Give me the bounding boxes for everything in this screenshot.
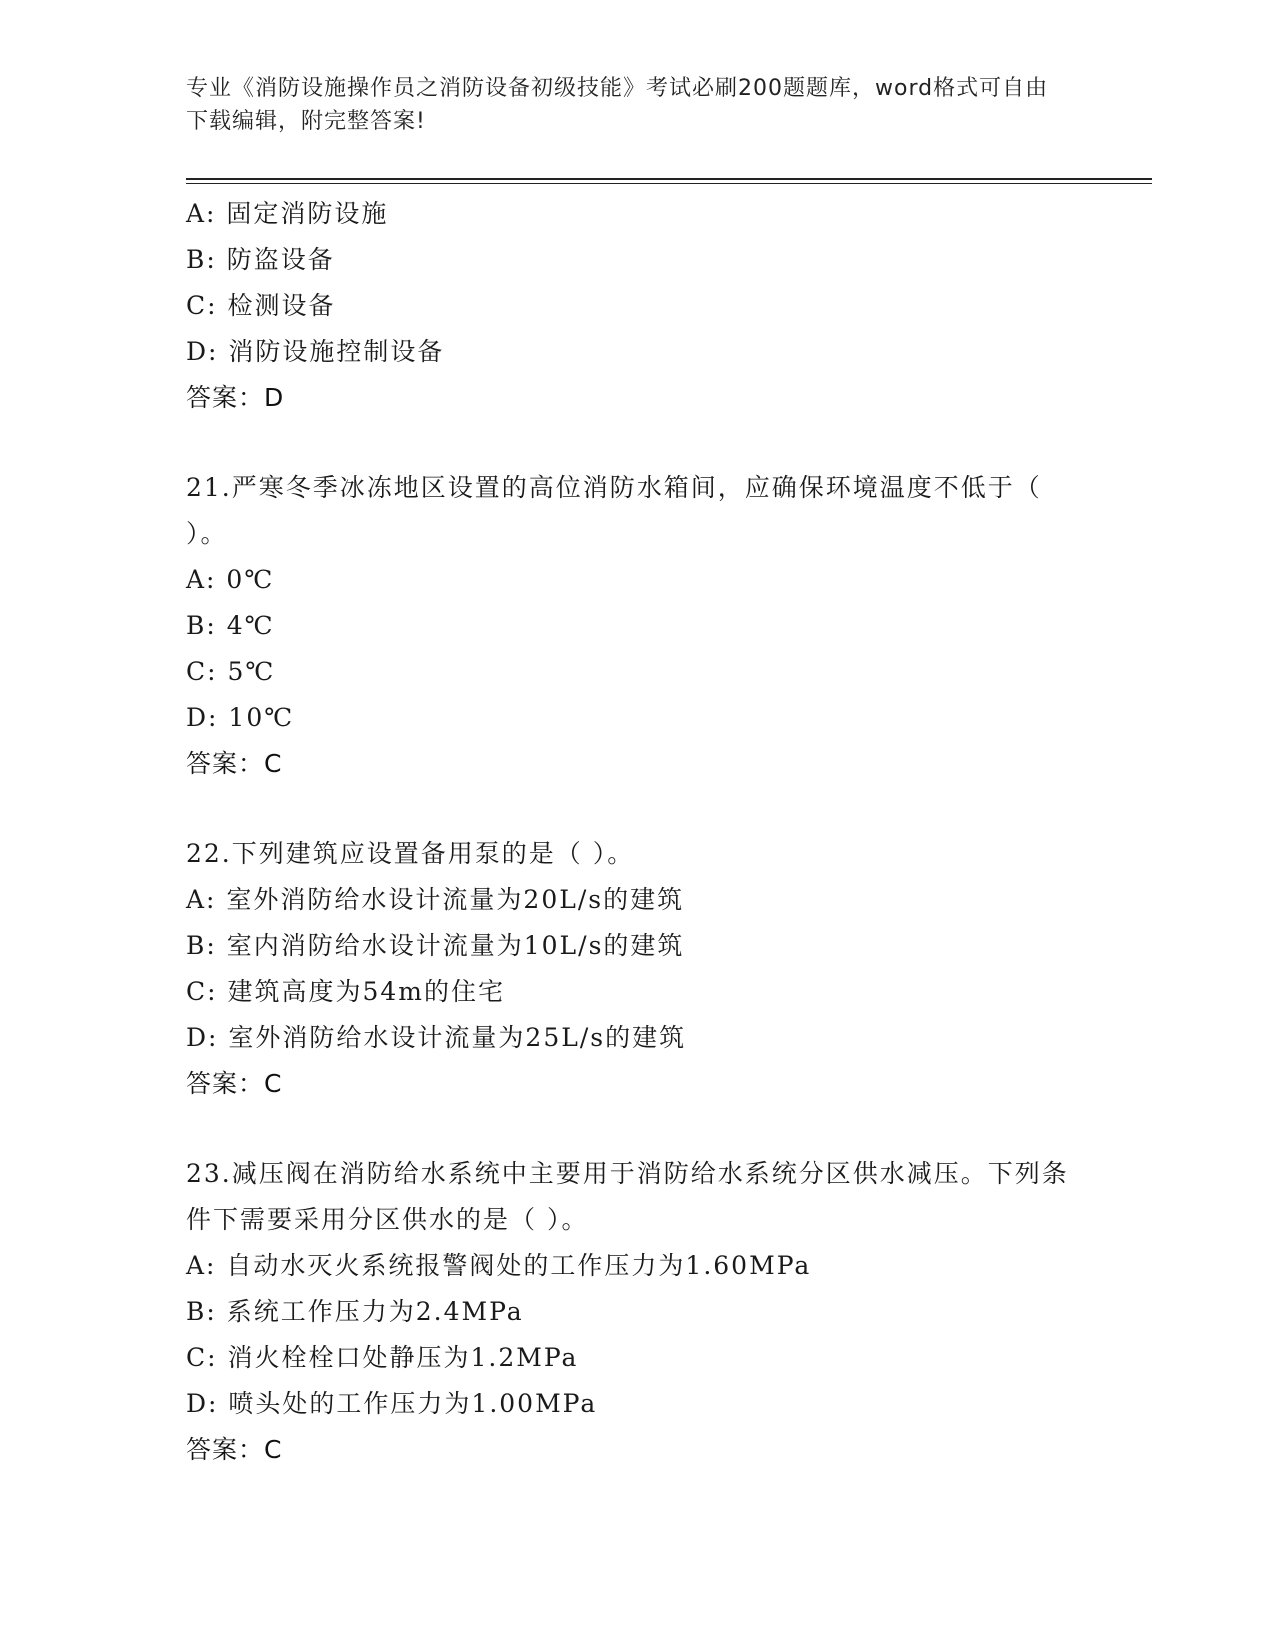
option-b: B: 防盗设备 — [186, 245, 335, 274]
option-b: B: 4℃ — [186, 611, 275, 640]
question-block-21 — [186, 465, 1086, 787]
question-block-23 — [186, 1151, 1086, 1473]
option-c: C: 消火栓栓口处静压为1.2MPa — [186, 1343, 579, 1372]
header-divider-thick — [186, 178, 1152, 180]
option-d: D: 喷头处的工作压力为1.00MPa — [186, 1389, 598, 1418]
answer-line: 答案：D — [186, 383, 285, 412]
answer-line: 答案：C — [186, 1069, 283, 1098]
option-d: D: 室外消防给水设计流量为25L/s的建筑 — [186, 1023, 687, 1052]
option-a: A: 自动水灭火系统报警阀处的工作压力为1.60MPa — [186, 1251, 812, 1280]
option-c: C: 5℃ — [186, 657, 276, 686]
question-stem: 21.严寒冬季冰冻地区设置的高位消防水箱间，应确保环境温度不低于（ ）。 — [186, 473, 1042, 548]
option-d: D: 消防设施控制设备 — [186, 337, 445, 366]
document-header — [186, 72, 1066, 138]
option-a: A: 室外消防给水设计流量为20L/s的建筑 — [186, 885, 685, 914]
question-stem: 23.减压阀在消防给水系统中主要用于消防给水系统分区供水减压。下列条件下需要采用分区供水的是（ ）。 — [186, 1159, 1069, 1234]
option-a: A: 固定消防设施 — [186, 199, 389, 228]
header-intro-text: 专业《消防设施操作员之消防设备初级技能》考试必刷200题题库，word格式可自由下载编辑，附完整答案! — [186, 76, 1049, 134]
question-block-22 — [186, 831, 1086, 1107]
previous-question-block — [186, 191, 1086, 421]
option-a: A: 0℃ — [186, 565, 275, 594]
answer-line: 答案：C — [186, 749, 283, 778]
question-list — [186, 191, 1086, 1473]
question-stem: 22.下列建筑应设置备用泵的是（ ）。 — [186, 839, 635, 868]
option-b: B: 系统工作压力为2.4MPa — [186, 1297, 524, 1326]
answer-line: 答案：C — [186, 1435, 283, 1464]
option-b: B: 室内消防给水设计流量为10L/s的建筑 — [186, 931, 685, 960]
option-d: D: 10℃ — [186, 703, 295, 732]
option-c: C: 检测设备 — [186, 291, 336, 320]
header-divider-thin — [186, 183, 1152, 184]
option-c: C: 建筑高度为54m的住宅 — [186, 977, 506, 1006]
